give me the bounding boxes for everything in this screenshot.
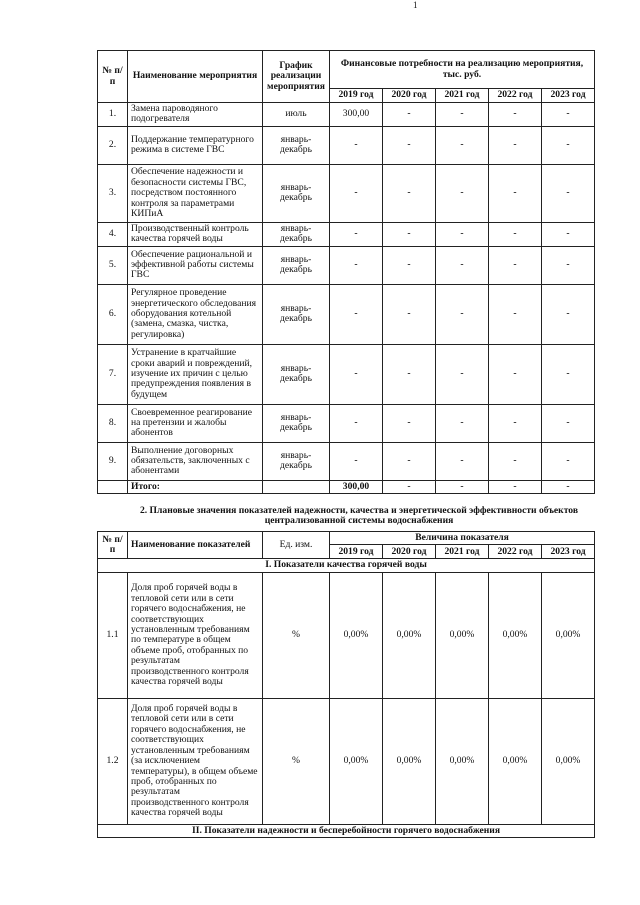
year-header: 2023 год [542,89,595,103]
row-value: - [330,126,383,164]
page-mark: 1 [413,0,418,10]
row-value: - [489,222,542,246]
row-schedule: январь-декабрь [263,284,330,344]
total-value: - [436,480,489,493]
row-value: - [542,126,595,164]
row-value: - [489,404,542,442]
year-header: 2019 год [330,545,383,559]
row-num: 1.2 [98,698,128,824]
row-schedule: январь-декабрь [263,222,330,246]
row-num: 2. [98,126,128,164]
row-value: 0,00% [383,698,436,824]
row-value: - [489,103,542,127]
measures-table [97,50,595,494]
row-value: - [489,442,542,480]
row-value: 0,00% [542,572,595,698]
year-header: 2023 год [542,545,595,559]
row-num: 1. [98,103,128,127]
row-name: Производственный контроль качества горячей воды [128,222,263,246]
total-row [98,480,595,493]
group-header-reliability: II. Показатели надежности и бесперебойности горячего водоснабжения [98,824,595,837]
table-row [98,126,595,164]
row-value: - [330,344,383,404]
total-label: Итого: [128,480,263,493]
total-value: - [542,480,595,493]
row-value: 0,00% [330,572,383,698]
row-value: - [436,284,489,344]
row-value: - [542,222,595,246]
row-value: - [436,404,489,442]
row-value: 0,00% [383,572,436,698]
row-name: Своевременное реагирование на претензии и жалобы абонентов [128,404,263,442]
row-value: - [383,103,436,127]
row-value: - [330,284,383,344]
table-row [98,344,595,404]
row-schedule: январь-декабрь [263,246,330,284]
row-value: - [383,222,436,246]
row-name: Выполнение договорных обязательств, заключенных с абонентами [128,442,263,480]
col-value-header: Величина показателя [330,532,595,545]
row-name: Доля проб горячей воды в тепловой сети или в сети горячего водоснабжения, не соответствующих установленным требованиям по температуре в общем объеме проб, отобранных по результатам производственного контроля качества горячей воды [128,572,263,698]
row-schedule: январь-декабрь [263,164,330,222]
row-num: 1.1 [98,572,128,698]
row-value: - [542,404,595,442]
row-value: 0,00% [489,572,542,698]
table-row [98,284,595,344]
row-value: 0,00% [489,698,542,824]
total-value: 300,00 [330,480,383,493]
row-value: - [542,246,595,284]
total-spacer [263,480,330,493]
section2-title: 2. Плановые значения показателей надежности, качества и энергетической эффективности объектов централизованной системы водоснабжения [139,505,579,527]
year-header: 2020 год [383,89,436,103]
col-num-header: № п/п [98,532,128,559]
total-value: - [489,480,542,493]
row-num: 5. [98,246,128,284]
table-row [98,404,595,442]
row-num: 3. [98,164,128,222]
total-spacer [98,480,128,493]
year-header: 2022 год [489,545,542,559]
year-header: 2019 год [330,89,383,103]
row-name: Регулярное проведение энергетического обследования оборудования котельной (замена, смазка, чистка, регулировка) [128,284,263,344]
row-value: - [330,442,383,480]
row-num: 6. [98,284,128,344]
row-value: - [383,284,436,344]
col-schedule-header: График реализации мероприятия [263,51,330,103]
row-value: - [436,442,489,480]
row-value: - [489,246,542,284]
row-value: 0,00% [436,572,489,698]
table-row [98,572,595,698]
row-value: - [489,164,542,222]
total-value: - [383,480,436,493]
row-value: - [436,344,489,404]
year-header: 2021 год [436,545,489,559]
indicators-table [97,531,595,838]
row-value: 0,00% [330,698,383,824]
row-value: - [489,126,542,164]
year-header: 2021 год [436,89,489,103]
row-value: - [383,404,436,442]
col-name-header: Наименование показателей [128,532,263,559]
row-value: 0,00% [436,698,489,824]
col-name-header: Наименование мероприятия [128,51,263,103]
col-num-header: № п/п [98,51,128,103]
row-value: - [542,164,595,222]
row-value: - [436,164,489,222]
row-value: - [542,344,595,404]
row-schedule: январь-декабрь [263,344,330,404]
row-value: - [542,442,595,480]
row-name: Устранение в кратчайшие сроки аварий и повреждений, изучение их причин с целью предупреждения появления в будущем [128,344,263,404]
row-value: - [542,284,595,344]
row-name: Поддержание температурного режима в системе ГВС [128,126,263,164]
row-value: - [383,344,436,404]
row-num: 4. [98,222,128,246]
row-value: - [436,126,489,164]
row-num: 7. [98,344,128,404]
row-value: - [330,246,383,284]
row-value: 300,00 [330,103,383,127]
row-name: Доля проб горячей воды в тепловой сети или в сети горячего водоснабжения, не соответствующих установленным требованиям (за исключением температуры), в общем объеме проб, отобранных по результатам производственного контроля качества горячей воды [128,698,263,824]
row-value: - [436,246,489,284]
year-header: 2020 год [383,545,436,559]
row-name: Обеспечение надежности и безопасности системы ГВС, посредством постоянного контроля за параметрами КИПиА [128,164,263,222]
group-header-quality: I. Показатели качества горячей воды [98,559,595,572]
row-name: Замена пароводяного подогревателя [128,103,263,127]
row-value: - [383,246,436,284]
year-header: 2022 год [489,89,542,103]
row-num: 8. [98,404,128,442]
row-unit: % [263,698,330,824]
row-value: 0,00% [542,698,595,824]
col-unit-header: Ед. изм. [263,532,330,559]
row-value: - [330,404,383,442]
col-finance-header: Финансовые потребности на реализацию мероприятия, тыс. руб. [330,51,595,89]
table-row [98,698,595,824]
row-value: - [489,344,542,404]
row-value: - [383,126,436,164]
row-value: - [436,222,489,246]
row-value: - [542,103,595,127]
row-value: - [330,164,383,222]
row-value: - [383,442,436,480]
table-row [98,164,595,222]
row-name: Обеспечение рациональной и эффективной работы системы ГВС [128,246,263,284]
table-row [98,246,595,284]
row-unit: % [263,572,330,698]
row-schedule: январь-декабрь [263,126,330,164]
row-value: - [383,164,436,222]
row-value: - [489,284,542,344]
table-row [98,442,595,480]
row-num: 9. [98,442,128,480]
row-schedule: июль [263,103,330,127]
row-value: - [436,103,489,127]
table-row [98,103,595,127]
table-row [98,222,595,246]
row-value: - [330,222,383,246]
row-schedule: январь-декабрь [263,442,330,480]
row-schedule: январь-декабрь [263,404,330,442]
